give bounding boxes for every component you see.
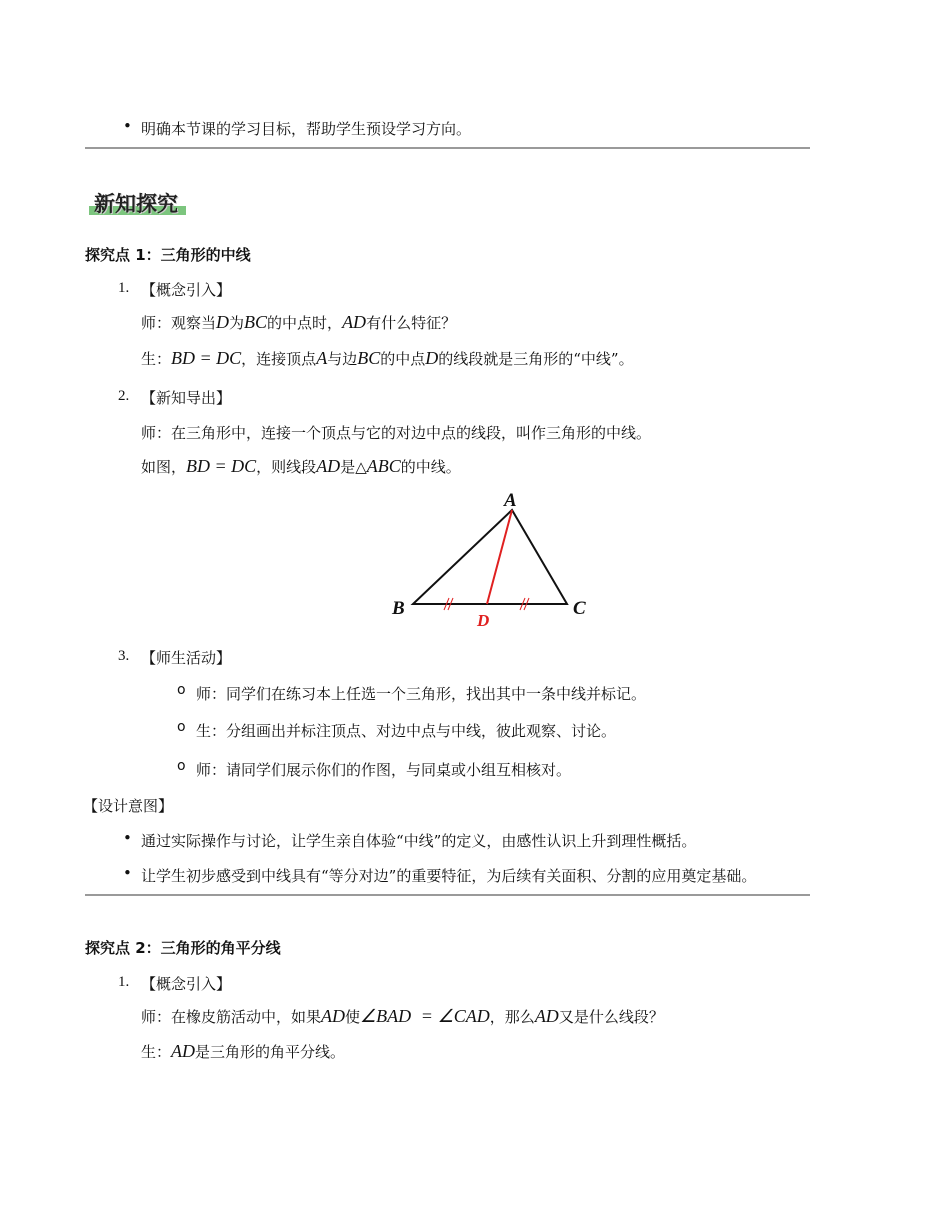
vertex-label-b: B — [392, 598, 405, 619]
p1-item3-number: 3. — [118, 648, 130, 664]
p1-item2-label: 【新知导出】 — [141, 389, 232, 407]
design-intent-label: 【设计意图】 — [83, 797, 174, 815]
p1-figure-caption: 如图，BD = DC，则线段AD是△ABC的中线。 — [141, 456, 461, 476]
activity-item: o 生：分组画出并标注顶点、对边中点与中线，彼此观察、讨论。 — [196, 720, 616, 741]
p1-item3-label: 【师生活动】 — [141, 649, 232, 667]
point1-heading: 探究点 1：三角形的中线 — [85, 246, 251, 264]
p2-item1-number: 1. — [118, 974, 130, 990]
activity-item: o 师：请同学们展示你们的作图，与同桌或小组互相核对。 — [196, 759, 571, 780]
objective-text: 明确本节课的学习目标，帮助学生预设学习方向。 — [141, 120, 472, 138]
activity-item: o 师：同学们在练习本上任选一个三角形，找出其中一条中线并标记。 — [196, 683, 646, 704]
vertex-label-a: A — [504, 490, 517, 511]
p2-item1-label: 【概念引入】 — [141, 975, 232, 993]
p2-teacher-question: 师：在橡皮筋活动中，如果AD使∠BAD = ∠CAD，那么AD又是什么线段？ — [141, 1006, 664, 1026]
triangle-median-figure — [385, 482, 605, 632]
design-bullet: • 让学生初步感受到中线具有“等分对边”的重要特征，为后续有关面积、分割的应用奠定基础。 — [141, 865, 756, 886]
vertex-label-c: C — [573, 598, 586, 619]
p1-teacher-question: 师：观察当D为BC的中点时，AD有什么特征？ — [141, 312, 457, 332]
p1-item1-number: 1. — [118, 280, 130, 296]
p1-item2-number: 2. — [118, 388, 130, 404]
p1-definition: 师：在三角形中，连接一个顶点与它的对边中点的线段，叫作三角形的中线。 — [141, 424, 652, 442]
design-bullet: • 通过实际操作与讨论，让学生亲自体验“中线”的定义，由感性认识上升到理性概括。 — [141, 830, 696, 851]
divider-1 — [85, 147, 810, 149]
median-ad — [487, 510, 512, 604]
objective-bullet — [141, 118, 471, 139]
divider-2 — [85, 894, 810, 896]
point2-heading: 探究点 2：三角形的角平分线 — [85, 939, 281, 957]
p2-student-answer: 生：AD是三角形的角平分线。 — [141, 1041, 346, 1061]
section-title: 新知探究 — [94, 192, 178, 216]
p1-student-answer: 生：BD = DC，连接顶点A与边BC的中点D的线段就是三角形的“中线”。 — [141, 348, 634, 368]
p1-item1-label: 【概念引入】 — [141, 281, 232, 299]
midpoint-label-d: D — [477, 611, 490, 630]
